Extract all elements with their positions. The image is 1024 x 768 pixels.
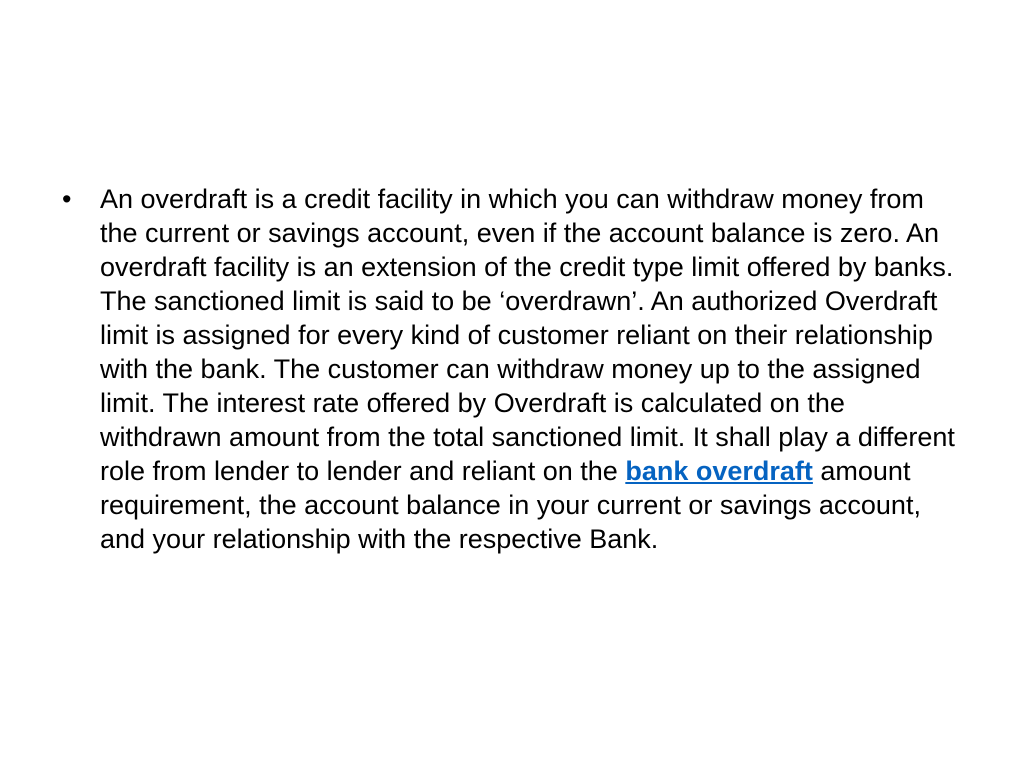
bullet-list bbox=[62, 182, 962, 556]
bullet-icon: • bbox=[62, 184, 72, 214]
bullet-item bbox=[62, 182, 962, 556]
slide-body bbox=[62, 182, 962, 556]
bank-overdraft-link[interactable]: bank overdraft bbox=[625, 456, 813, 486]
paragraph-text-end: amount requirement, the account balance in your current or savings account, and your relationship with the respective Bank. bbox=[100, 456, 921, 554]
paragraph-text-start: An overdraft is a credit facility in which you can withdraw money from the current or savings account, even if the account balance is zero. An overdraft facility is an extension of the credit type limit offered by banks. The sanctioned limit is said to be ‘overdrawn’. An authorized Overdraft limit is assigned for every kind of customer reliant on their relationship with the bank. The customer can withdraw money up to the assigned limit. The interest rate offered by Overdraft is calculated on the withdrawn amount from the total sanctioned limit. It shall play a different role from lender to lender and reliant on the bbox=[100, 184, 955, 486]
